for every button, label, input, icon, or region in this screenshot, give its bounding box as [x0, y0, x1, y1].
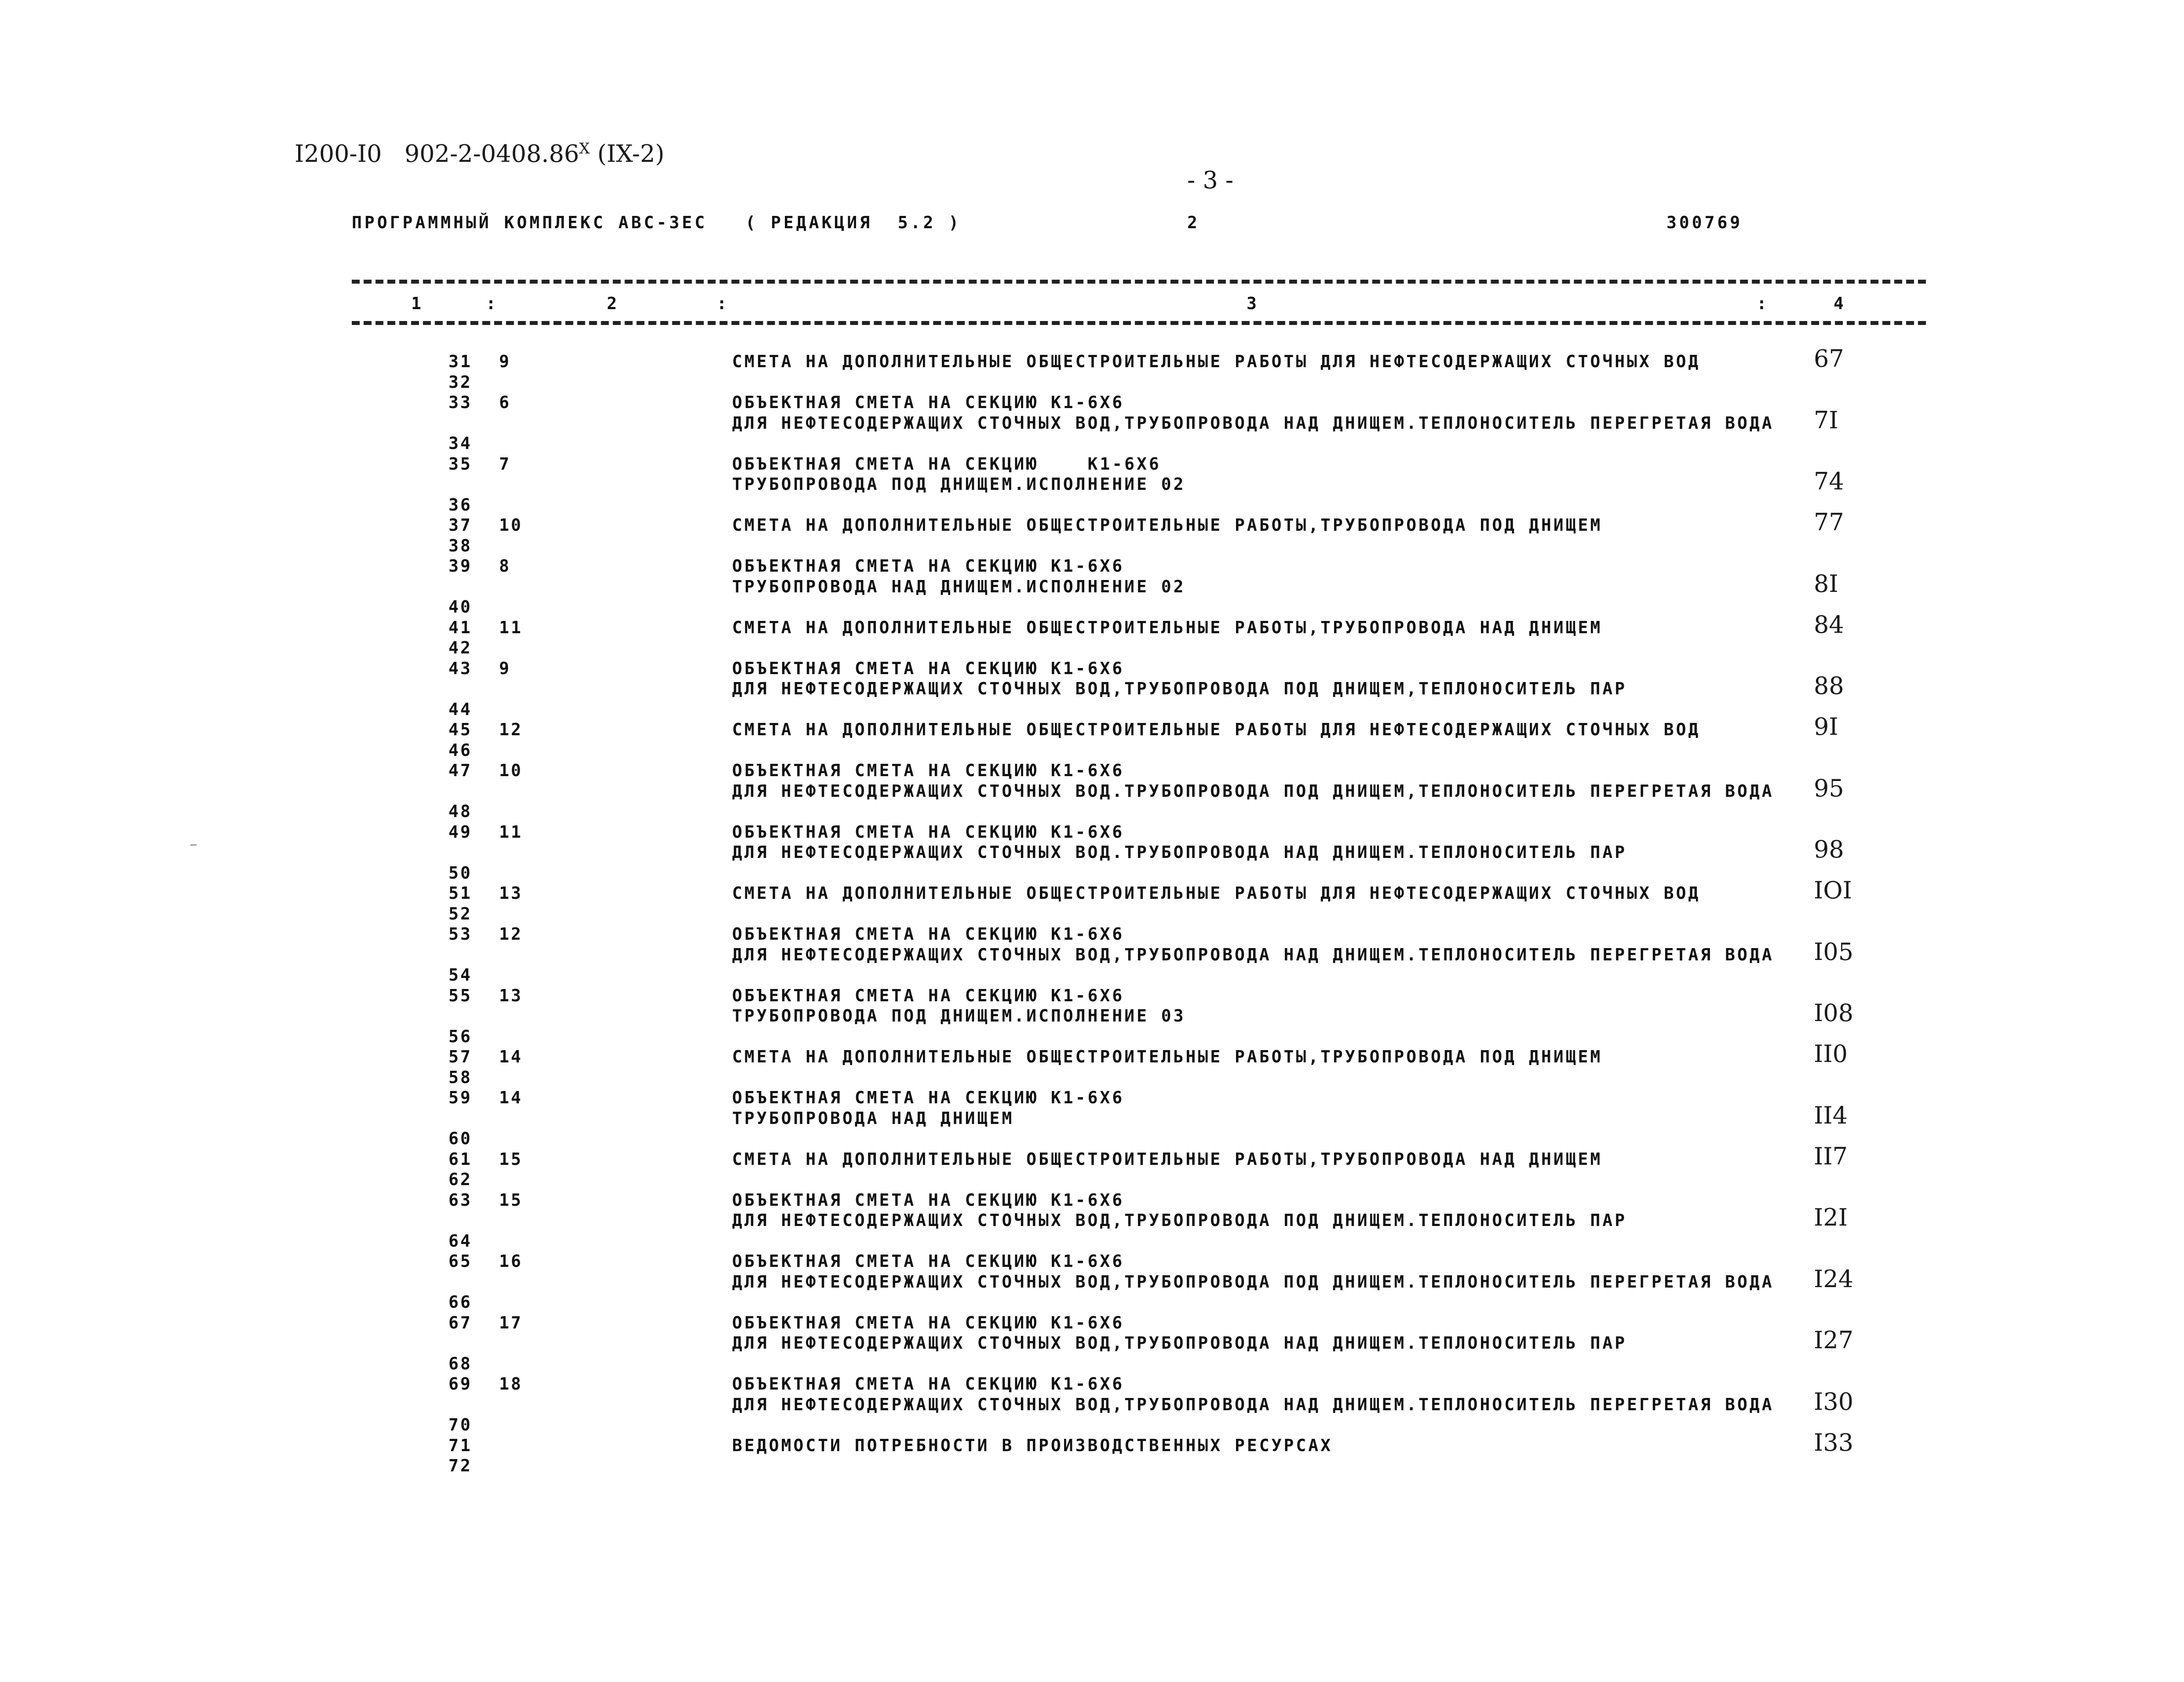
row-subnumber: 12: [499, 720, 523, 739]
row-number: 72: [448, 1456, 472, 1475]
row-number: 54: [448, 965, 472, 985]
row-page-ref: II7: [1814, 1142, 1848, 1170]
row-page-ref: 9I: [1814, 713, 1838, 741]
header-code: 300769: [1666, 213, 1743, 232]
row-description: ОБЪЕКТНАЯ СМЕТА НА СЕКЦИЮ К1-6Х6: [732, 1374, 1125, 1394]
row-number: 50: [448, 863, 472, 883]
row-page-ref: 88: [1814, 672, 1844, 700]
row-number: 52: [448, 904, 472, 923]
row-number: 37: [448, 515, 472, 535]
column-header-1: 1: [411, 294, 421, 313]
row-description: ДЛЯ НЕФТЕСОДЕРЖАЩИХ СТОЧНЫХ ВОД.ТРУБОПРОВОДА ПОД ДНИЩЕМ,ТЕПЛОНОСИТЕЛЬ ПЕРЕГРЕТАЯ ВОДА: [732, 781, 1774, 801]
row-description: ОБЪЕКТНАЯ СМЕТА НА СЕКЦИЮ К1-6Х6: [732, 1313, 1125, 1332]
row-description: СМЕТА НА ДОПОЛНИТЕЛЬНЫЕ ОБЩЕСТРОИТЕЛЬНЫЕ РАБОТЫ ДЛЯ НЕФТЕСОДЕРЖАЩИХ СТОЧНЫХ ВОД: [732, 883, 1701, 903]
row-description: СМЕТА НА ДОПОЛНИТЕЛЬНЫЕ ОБЩЕСТРОИТЕЛЬНЫЕ РАБОТЫ,ТРУБОПРОВОДА ПОД ДНИЩЕМ: [732, 515, 1603, 535]
row-subnumber: 11: [499, 618, 523, 637]
row-description: ОБЪЕКТНАЯ СМЕТА НА СЕКЦИЮ К1-6Х6: [732, 393, 1125, 412]
row-number: 34: [448, 434, 472, 453]
row-description: ТРУБОПРОВОДА НАД ДНИЩЕМ.ИСПОЛНЕНИЕ 02: [732, 577, 1186, 596]
row-number: 53: [448, 924, 472, 944]
row-subnumber: 10: [499, 515, 523, 535]
row-page-ref: 95: [1814, 774, 1844, 802]
row-description: ОБЪЕКТНАЯ СМЕТА НА СЕКЦИЮ К1-6Х6: [732, 454, 1161, 474]
document-id-superscript: X: [579, 140, 590, 157]
row-number: 71: [448, 1436, 472, 1455]
row-number: 45: [448, 720, 472, 739]
header-number: 2: [1187, 213, 1200, 232]
row-description: СМЕТА НА ДОПОЛНИТЕЛЬНЫЕ ОБЩЕСТРОИТЕЛЬНЫЕ РАБОТЫ ДЛЯ НЕФТЕСОДЕРЖАЩИХ СТОЧНЫХ ВОД: [732, 352, 1701, 371]
row-number: 68: [448, 1354, 472, 1373]
row-description: ДЛЯ НЕФТЕСОДЕРЖАЩИХ СТОЧНЫХ ВОД,ТРУБОПРОВОДА ПОД ДНИЩЕМ.ТЕПЛОНОСИТЕЛЬ ПЕРЕГРЕТАЯ ВОДА: [732, 1272, 1774, 1292]
row-number: 67: [448, 1313, 472, 1332]
row-description: ТРУБОПРОВОДА НАД ДНИЩЕМ: [732, 1109, 1014, 1128]
row-page-ref: I30: [1814, 1388, 1854, 1416]
row-number: 42: [448, 638, 472, 657]
row-description: СМЕТА НА ДОПОЛНИТЕЛЬНЫЕ ОБЩЕСТРОИТЕЛЬНЫЕ РАБОТЫ,ТРУБОПРОВОДА НАД ДНИЩЕМ: [732, 1149, 1603, 1169]
row-subnumber: 18: [499, 1374, 523, 1394]
row-page-ref: I33: [1814, 1429, 1854, 1456]
row-subnumber: 15: [499, 1190, 523, 1210]
row-page-ref: 84: [1814, 611, 1844, 639]
row-number: 62: [448, 1170, 472, 1189]
row-page-ref: 74: [1814, 467, 1844, 495]
row-page-ref: 77: [1814, 508, 1844, 536]
row-description: ОБЪЕКТНАЯ СМЕТА НА СЕКЦИЮ К1-6Х6: [732, 659, 1125, 678]
row-number: 57: [448, 1047, 472, 1066]
row-subnumber: 17: [499, 1313, 523, 1332]
row-page-ref: I05: [1814, 938, 1854, 966]
row-description: ТРУБОПРОВОДА ПОД ДНИЩЕМ.ИСПОЛНЕНИЕ 02: [732, 474, 1186, 494]
row-description: СМЕТА НА ДОПОЛНИТЕЛЬНЫЕ ОБЩЕСТРОИТЕЛЬНЫЕ РАБОТЫ ДЛЯ НЕФТЕСОДЕРЖАЩИХ СТОЧНЫХ ВОД: [732, 720, 1701, 739]
row-number: 33: [448, 393, 472, 412]
row-description: ОБЪЕКТНАЯ СМЕТА НА СЕКЦИЮ К1-6Х6: [732, 556, 1125, 576]
column-header-2: 2: [607, 294, 617, 313]
row-description: ОБЪЕКТНАЯ СМЕТА НА СЕКЦИЮ К1-6Х6: [732, 986, 1125, 1005]
row-subnumber: 9: [499, 659, 511, 678]
row-number: 69: [448, 1374, 472, 1394]
row-page-ref: 67: [1814, 345, 1844, 372]
column-separator: :: [486, 294, 496, 313]
row-page-ref: 8I: [1814, 570, 1838, 598]
row-description: ДЛЯ НЕФТЕСОДЕРЖАЩИХ СТОЧНЫХ ВОД,ТРУБОПРОВОДА НАД ДНИЩЕМ.ТЕПЛОНОСИТЕЛЬ ПЕРЕГРЕТАЯ ВОДА: [732, 413, 1774, 433]
row-subnumber: 14: [499, 1047, 523, 1066]
row-description: ДЛЯ НЕФТЕСОДЕРЖАЩИХ СТОЧНЫХ ВОД.ТРУБОПРОВОДА НАД ДНИЩЕМ.ТЕПЛОНОСИТЕЛЬ ПАР: [732, 843, 1627, 862]
row-subnumber: 13: [499, 986, 523, 1005]
row-description: ОБЪЕКТНАЯ СМЕТА НА СЕКЦИЮ К1-6Х6: [732, 761, 1125, 780]
row-number: 38: [448, 536, 472, 555]
row-number: 63: [448, 1190, 472, 1210]
row-page-ref: I08: [1814, 999, 1854, 1027]
row-number: 51: [448, 883, 472, 903]
row-number: 40: [448, 597, 472, 617]
row-description: ОБЪЕКТНАЯ СМЕТА НА СЕКЦИЮ К1-6Х6: [732, 822, 1125, 842]
row-description: ДЛЯ НЕФТЕСОДЕРЖАЩИХ СТОЧНЫХ ВОД,ТРУБОПРОВОДА НАД ДНИЩЕМ.ТЕПЛОНОСИТЕЛЬ ПЕРЕГРЕТАЯ ВОДА: [732, 1395, 1774, 1414]
column-header-3: 3: [1247, 294, 1257, 313]
row-page-ref: I2I: [1814, 1204, 1848, 1231]
row-number: 60: [448, 1129, 472, 1148]
row-description: ДЛЯ НЕФТЕСОДЕРЖАЩИХ СТОЧНЫХ ВОД,ТРУБОПРОВОДА ПОД ДНИЩЕМ.ТЕПЛОНОСИТЕЛЬ ПАР: [732, 1211, 1627, 1230]
row-page-ref: I24: [1814, 1265, 1854, 1293]
document-id-main: I200-I0 902-2-0408.86: [295, 140, 580, 168]
row-description: СМЕТА НА ДОПОЛНИТЕЛЬНЫЕ ОБЩЕСТРОИТЕЛЬНЫЕ РАБОТЫ,ТРУБОПРОВОДА ПОД ДНИЩЕМ: [732, 1047, 1603, 1066]
row-number: 58: [448, 1068, 472, 1087]
row-description: ДЛЯ НЕФТЕСОДЕРЖАЩИХ СТОЧНЫХ ВОД,ТРУБОПРОВОДА НАД ДНИЩЕМ.ТЕПЛОНОСИТЕЛЬ ПЕРЕГРЕТАЯ ВОДА: [732, 945, 1774, 964]
row-number: 36: [448, 495, 472, 514]
row-subnumber: 11: [499, 822, 523, 842]
column-separator: :: [1757, 294, 1767, 313]
row-page-ref: 98: [1814, 836, 1844, 863]
row-number: 59: [448, 1088, 472, 1107]
row-number: 35: [448, 454, 472, 474]
row-page-ref: 7I: [1814, 406, 1838, 434]
row-number: 70: [448, 1415, 472, 1434]
row-description: ДЛЯ НЕФТЕСОДЕРЖАЩИХ СТОЧНЫХ ВОД,ТРУБОПРОВОДА НАД ДНИЩЕМ.ТЕПЛОНОСИТЕЛЬ ПАР: [732, 1333, 1627, 1353]
row-number: 32: [448, 372, 472, 392]
row-subnumber: 13: [499, 883, 523, 903]
row-subnumber: 8: [499, 556, 511, 576]
row-subnumber: 16: [499, 1251, 523, 1271]
row-subnumber: 12: [499, 924, 523, 944]
row-description: ДЛЯ НЕФТЕСОДЕРЖАЩИХ СТОЧНЫХ ВОД,ТРУБОПРОВОДА ПОД ДНИЩЕМ,ТЕПЛОНОСИТЕЛЬ ПАР: [732, 679, 1627, 698]
row-page-ref: II0: [1814, 1040, 1848, 1068]
row-page-ref: IOI: [1814, 876, 1852, 904]
program-header: ПРОГРАММНЫЙ КОМПЛЕКС АВС-ЗЕС ( РЕДАКЦИЯ 5.2 ): [352, 213, 962, 232]
row-subnumber: 14: [499, 1088, 523, 1107]
row-number: 31: [448, 352, 472, 371]
row-number: 39: [448, 556, 472, 576]
row-subnumber: 10: [499, 761, 523, 780]
row-description: ВЕДОМОСТИ ПОТРЕБНОСТИ В ПРОИЗВОДСТВЕННЫХ РЕСУРСАХ: [732, 1436, 1333, 1455]
row-subnumber: 15: [499, 1149, 523, 1169]
row-number: 41: [448, 618, 472, 637]
row-number: 46: [448, 741, 472, 760]
document-id-suffix: (IX-2): [590, 140, 665, 168]
column-separator: :: [717, 294, 727, 313]
row-number: 49: [448, 822, 472, 842]
row-number: 44: [448, 700, 472, 719]
row-description: ОБЪЕКТНАЯ СМЕТА НА СЕКЦИЮ К1-6Х6: [732, 1251, 1125, 1271]
row-number: 55: [448, 986, 472, 1005]
column-header-4: 4: [1834, 294, 1844, 313]
row-number: 61: [448, 1149, 472, 1169]
row-description: СМЕТА НА ДОПОЛНИТЕЛЬНЫЕ ОБЩЕСТРОИТЕЛЬНЫЕ РАБОТЫ,ТРУБОПРОВОДА НАД ДНИЩЕМ: [732, 618, 1603, 637]
row-description: ТРУБОПРОВОДА ПОД ДНИЩЕМ.ИСПОЛНЕНИЕ 03: [732, 1006, 1186, 1025]
row-subnumber: 6: [499, 393, 511, 412]
row-page-ref: II4: [1814, 1102, 1848, 1129]
row-number: 56: [448, 1027, 472, 1046]
row-description: ОБЪЕКТНАЯ СМЕТА НА СЕКЦИЮ К1-6Х6: [732, 1190, 1125, 1210]
row-number: 64: [448, 1231, 472, 1251]
row-page-ref: I27: [1814, 1326, 1854, 1354]
row-subnumber: 9: [499, 352, 511, 371]
row-number: 65: [448, 1251, 472, 1271]
row-description: ОБЪЕКТНАЯ СМЕТА НА СЕКЦИЮ К1-6Х6: [732, 1088, 1125, 1107]
row-number: 66: [448, 1292, 472, 1312]
row-description: ОБЪЕКТНАЯ СМЕТА НА СЕКЦИЮ К1-6Х6: [732, 924, 1125, 944]
row-number: 47: [448, 761, 472, 780]
row-number: 43: [448, 659, 472, 678]
page-number: - 3 -: [1187, 166, 1234, 194]
row-number: 48: [448, 802, 472, 821]
row-subnumber: 7: [499, 454, 511, 474]
